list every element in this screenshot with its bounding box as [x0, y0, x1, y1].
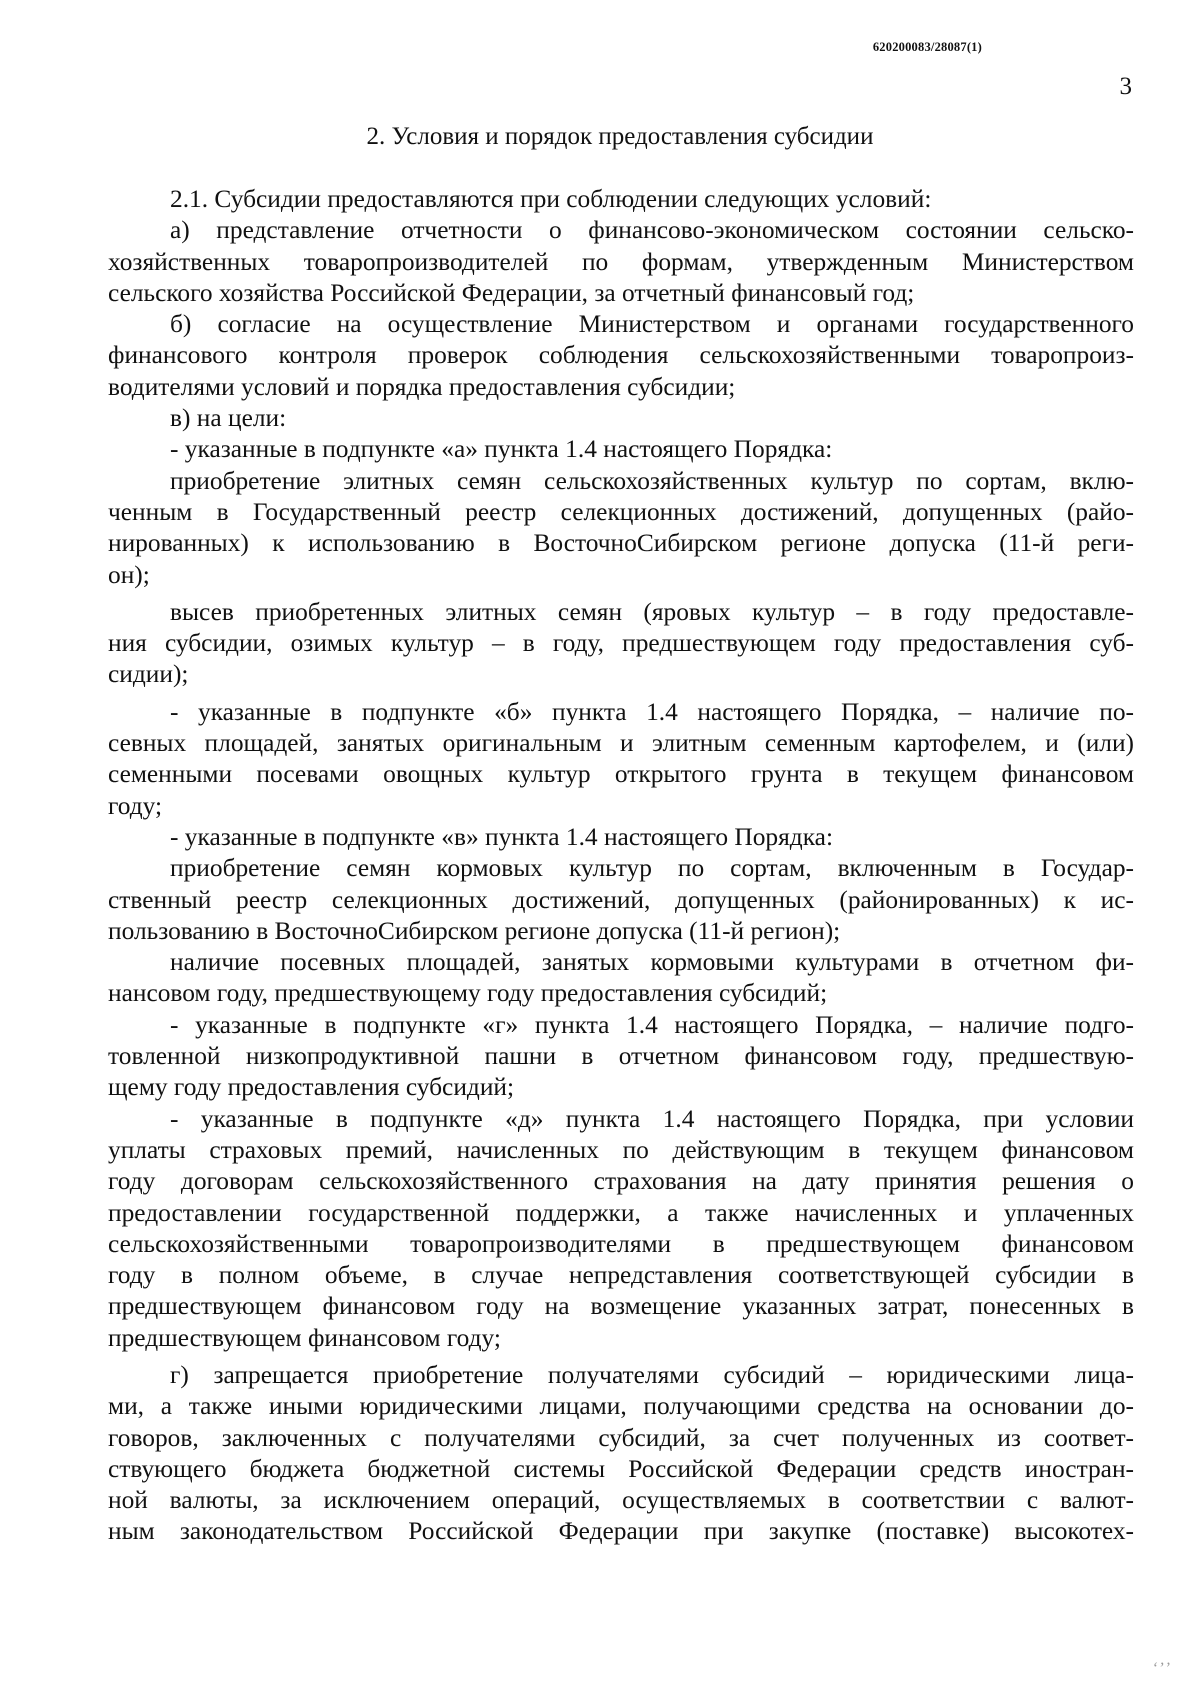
section-title: 2. Условия и порядок предоставления субсидии [366, 123, 874, 150]
text-line: товленной низкопродуктивной пашни в отчетном финансовом году, предшествую- [108, 1042, 1134, 1071]
text-line: - указанные в подпункте «а» пункта 1.4 настоящего Порядка: [170, 435, 833, 464]
text-line: - указанные в подпункте «в» пункта 1.4 настоящего Порядка: [170, 822, 833, 851]
text-line: в) на цели: [170, 404, 287, 433]
text-line: сидии); [108, 660, 189, 689]
text-line: ной валюты, за исключением операций, осуществляемых в соответствии с валют- [108, 1486, 1134, 1515]
text-line: ственный реестр селекционных достижений, допущенных (районированных) к ис- [108, 885, 1134, 914]
text-line: наличие посевных площадей, занятых кормовыми культурами в отчетном фи- [170, 948, 1134, 977]
text-line: сельскохозяйственными товаропроизводителями в предшествующем финансовом [108, 1229, 1134, 1258]
text-line: нированных) к использованию в ВосточноСибирском регионе допуска (11-й реги- [108, 529, 1134, 558]
document-id: 620200083/28087(1) [872, 40, 982, 54]
text-line: говоров, заключенных с получателями субсидий, за счет полученных из соответ- [108, 1423, 1134, 1452]
text-line: ния субсидии, озимых культур – в году, предшествующем году предоставления суб- [108, 629, 1134, 658]
text-line: предшествующем финансовом году на возмещение указанных затрат, понесенных в [108, 1292, 1134, 1321]
text-line: г) запрещается приобретение получателями субсидий – юридическими лица- [170, 1360, 1134, 1389]
text-line: б) согласие на осуществление Министерством и органами государственного [170, 310, 1134, 339]
text-line: высев приобретенных элитных семян (яровых культур – в году предоставле- [170, 597, 1134, 626]
text-line: уплаты страховых премий, начисленных по действующим в текущем финансовом [108, 1135, 1134, 1164]
text-line: году договорам сельскохозяйственного страхования на дату принятия решения о [108, 1167, 1134, 1196]
text-line: нансовом году, предшествующему году предоставления субсидий; [108, 979, 828, 1008]
text-line: ми, а также иными юридическими лицами, получающими средства на основании до- [108, 1392, 1134, 1421]
text-line: - указанные в подпункте «г» пункта 1.4 настоящего Порядка, – наличие подго- [170, 1010, 1134, 1039]
margin-handwritten-mark: ʻʼʼ [1152, 1660, 1171, 1677]
document-body [108, 184, 1134, 1548]
text-line: финансового контроля проверок соблюдения сельскохозяйственными товаропроиз- [108, 341, 1134, 370]
text-line: ным законодательством Российской Федерации при закупке (поставке) высокотех- [108, 1517, 1134, 1546]
text-line: - указанные в подпункте «д» пункта 1.4 настоящего Порядка, при условии [170, 1104, 1134, 1133]
text-line: пользованию в ВосточноСибирском регионе допуска (11-й регион); [108, 916, 841, 945]
text-line: хозяйственных товаропроизводителей по формам, утвержденным Министерством [108, 247, 1134, 276]
text-line: приобретение семян кормовых культур по сортам, включенным в Государ- [170, 854, 1134, 883]
text-line: сельского хозяйства Российской Федерации, за отчетный финансовый год; [108, 278, 915, 307]
text-line: году; [108, 791, 163, 820]
text-line: году в полном объеме, в случае непредставления соответствующей субсидии в [108, 1261, 1134, 1290]
text-line: севных площадей, занятых оригинальным и элитным семенным картофелем, и (или) [108, 729, 1134, 758]
text-line: 2.1. Субсидии предоставляются при соблюдении следующих условий: [170, 185, 932, 213]
text-line: - указанные в подпункте «б» пункта 1.4 настоящего Порядка, – наличие по- [170, 697, 1134, 726]
text-line: ствующего бюджета бюджетной системы Российской Федерации средств иностран- [108, 1454, 1134, 1483]
page-number: 3 [1119, 73, 1132, 100]
text-line: приобретение элитных семян сельскохозяйственных культур по сортам, вклю- [170, 466, 1134, 495]
text-line: щему году предоставления субсидий; [108, 1073, 515, 1102]
text-line: ченным в Государственный реестр селекционных достижений, допущенных (райо- [108, 497, 1134, 526]
text-line: семенными посевами овощных культур открытого грунта в текущем финансовом [108, 760, 1134, 789]
text-line: предшествующем финансовом году; [108, 1323, 501, 1352]
text-line: он); [108, 560, 150, 589]
text-line: предоставлении государственной поддержки, а также начисленных и уплаченных [108, 1198, 1134, 1227]
text-line: а) представление отчетности о финансово-экономическом состоянии сельско- [170, 216, 1134, 245]
text-line: водителями условий и порядка предоставления субсидии; [108, 372, 736, 401]
